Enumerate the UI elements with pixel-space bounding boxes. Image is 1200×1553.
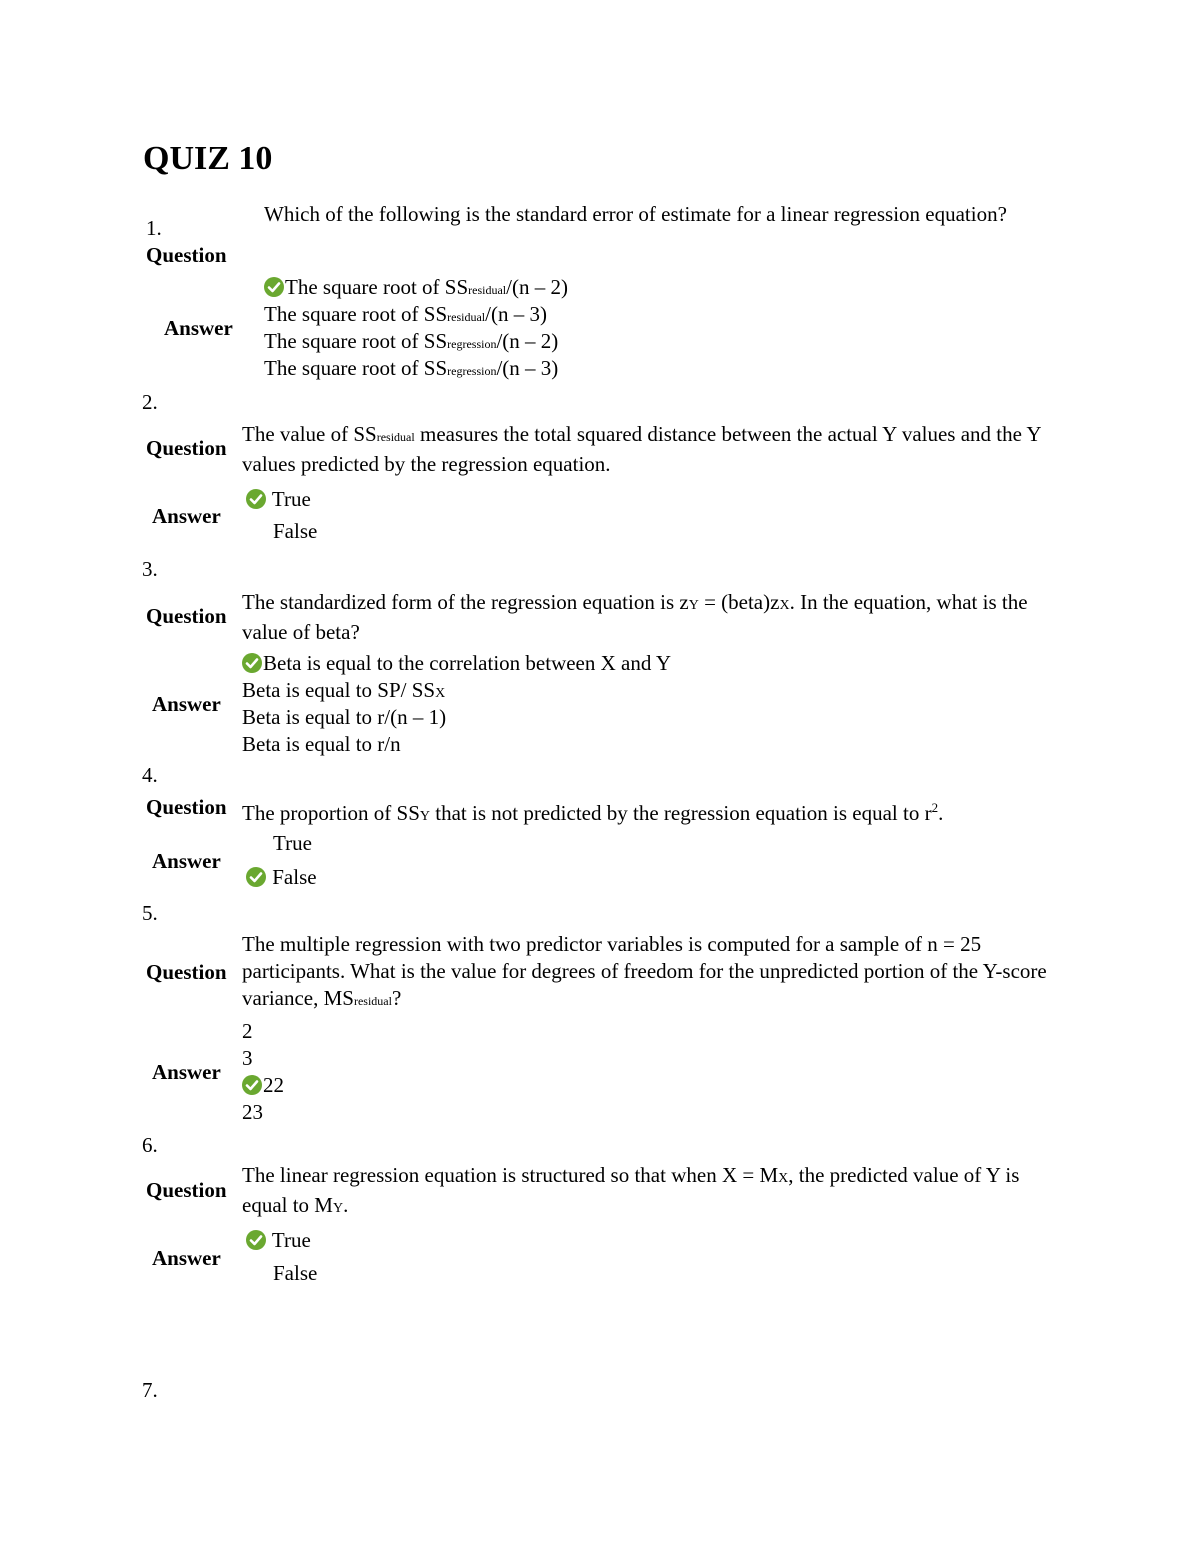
answer-label: Answer: [164, 316, 233, 340]
question-label: Question: [146, 1178, 227, 1202]
question-label: Question: [146, 795, 227, 819]
question-text: The standardized form of the regression equation is zY = (beta)zX. In the equation, what is the value of beta?: [242, 590, 1028, 644]
question-number: 7.: [142, 1378, 158, 1402]
check-icon: [246, 1230, 266, 1250]
page-title: QUIZ 10: [143, 140, 273, 177]
question-number: 1.: [146, 216, 162, 240]
question-text: The proportion of SSY that is not predicted by the regression equation is equal to $r^2$.: [242, 800, 944, 825]
question-number: 6.: [142, 1133, 158, 1157]
question-number: 5.: [142, 901, 158, 925]
question-text: The value of SSresidual measures the total squared distance between the actual Y values and the Y values predicted by the regression equation.: [242, 422, 1041, 476]
answer-option: Beta is equal to the correlation between X and Y: [242, 650, 671, 677]
answer-option: True: [246, 1227, 311, 1254]
answer-option: Beta is equal to r/n: [242, 732, 401, 756]
answer-label: Answer: [152, 504, 221, 528]
question-text: The multiple regression with two predictor variables is computed for a sample of n = 25 participants. What is the value for degrees of freedom for the unpredicted portion of the Y-score variance, MSresidual?: [242, 932, 1047, 1010]
answer-option: False: [273, 1261, 318, 1285]
answer-option: The square root of SSresidual/(n – 3): [264, 302, 547, 326]
question-number: 3.: [142, 557, 158, 581]
answer-option: The square root of SSregression/(n – 2): [264, 329, 559, 353]
answer-option: False: [246, 864, 317, 891]
question-label: Question: [146, 960, 227, 984]
question-text: Which of the following is the standard error of estimate for a linear regression equation?: [264, 202, 1007, 226]
check-icon: [242, 653, 262, 673]
answer-label: Answer: [152, 1060, 221, 1084]
answer-label: Answer: [152, 849, 221, 873]
answer-option: 3: [242, 1046, 253, 1070]
question-number: 4.: [142, 763, 158, 787]
question-label: Question: [146, 436, 227, 460]
question-number: 2.: [142, 390, 158, 414]
answer-label: Answer: [152, 692, 221, 716]
answer-option: 22: [242, 1072, 284, 1099]
answer-option: The square root of SSregression/(n – 3): [264, 356, 559, 380]
question-text: The linear regression equation is structured so that when X = MX, the predicted value of Y is equal to MY.: [242, 1163, 1020, 1217]
answer-option: False: [273, 519, 318, 543]
answer-label: Answer: [152, 1246, 221, 1270]
check-icon: [246, 867, 266, 887]
answer-option: Beta is equal to SP/ SSX: [242, 678, 446, 702]
answer-option: True: [273, 831, 312, 855]
answer-option: Beta is equal to r/(n – 1): [242, 705, 447, 729]
answer-option: 23: [242, 1100, 263, 1124]
check-icon: [246, 489, 266, 509]
check-icon: [242, 1075, 262, 1095]
question-label: Question: [146, 604, 227, 628]
check-icon: [264, 277, 284, 297]
answer-option: True: [246, 486, 311, 513]
answer-option: 2: [242, 1019, 253, 1043]
question-label: Question: [146, 243, 227, 267]
answer-option: The square root of SSresidual/(n – 2): [264, 274, 568, 304]
